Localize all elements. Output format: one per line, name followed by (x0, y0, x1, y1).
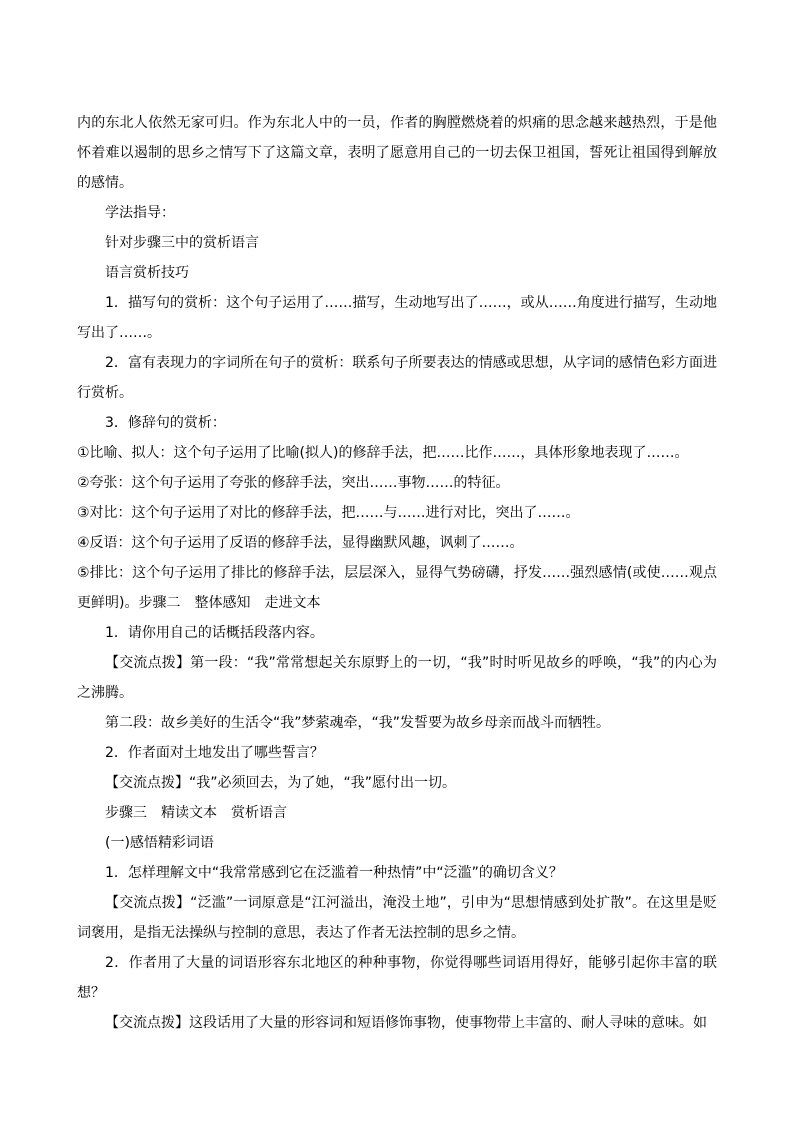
paragraph: ①比喻、拟人：这个句子运用了比喻(拟人)的修辞手法，把……比作……，具体形象地表现了……。 (77, 445, 689, 461)
paragraph: 3．修辞句的赏析： (105, 415, 226, 431)
paragraph: 2．作者用了大量的词语形容东北地区的种种事物，你觉得哪些词语用得好，能够引起你丰富的联想？ (77, 955, 717, 1001)
paragraph: 内的东北人依然无家可归。作为东北人中的一员，作者的胸膛燃烧着的炽痛的思念越来越热烈，于是他怀着难以遏制的思乡之情写下了这篇文章，表明了愿意用自己的一切去保卫祖国，誓死让祖国得到解放的感情。 (77, 115, 717, 191)
paragraph: 步骤三 精读文本 赏析语言 (105, 805, 287, 821)
paragraph: 1．请你用自己的话概括段落内容。 (105, 625, 324, 641)
document-page (77, 108, 717, 1038)
paragraph: 第二段：故乡美好的生活令“我”梦萦魂牵，“我”发誓要为故乡母亲而战斗而牺牲。 (105, 715, 611, 731)
paragraph: 学法指导： (105, 205, 175, 221)
paragraph: 【交流点拨】第一段：“我”常常想起关东原野上的一切，“我”时时听见故乡的呼唤，“我”的内心为之沸腾。 (77, 655, 717, 701)
paragraph: 1．怎样理解文中“我常常感到它在泛滥着一种热情”中“泛滥”的确切含义？ (105, 865, 563, 881)
paragraph: 1．描写句的赏析：这个句子运用了……描写，生动地写出了……，或从……角度进行描写，生动地写出了……。 (77, 295, 717, 341)
paragraph: ②夸张：这个句子运用了夸张的修辞手法，突出……事物……的特征。 (77, 475, 510, 491)
paragraph: ⑤排比：这个句子运用了排比的修辞手法，层层深入，显得气势磅礴，抒发……强烈感情(或使……观点更鲜明)。步骤二 整体感知 走进文本 (77, 565, 717, 611)
paragraph: ④反语：这个句子运用了反语的修辞手法，显得幽默风趣，讽刺了……。 (77, 535, 524, 551)
paragraph: 2．富有表现力的字词所在句子的赏析：联系句子所要表达的情感或思想，从字词的感情色彩方面进行赏析。 (77, 355, 717, 401)
paragraph: ③对比：这个句子运用了对比的修辞手法，把……与……进行对比，突出了……。 (77, 505, 580, 521)
paragraph: 2．作者面对土地发出了哪些誓言？ (105, 745, 324, 761)
paragraph: 针对步骤三中的赏析语言 (105, 235, 259, 251)
paragraph: 语言赏析技巧 (105, 265, 189, 281)
paragraph: (一)感悟精彩词语 (105, 835, 214, 851)
paragraph: 【交流点拨】“我”必须回去，为了她，“我”愿付出一切。 (105, 775, 457, 791)
paragraph: 【交流点拨】这段话用了大量的形容词和短语修饰事物，使事物带上丰富的、耐人寻味的意味。如 (105, 1015, 707, 1031)
paragraph: 【交流点拨】“泛滥”一词原意是“江河溢出，淹没土地”，引申为“思想情感到处扩散”。在这里是贬词褒用，是指无法操纵与控制的意思，表达了作者无法控制的思乡之情。 (77, 895, 717, 941)
